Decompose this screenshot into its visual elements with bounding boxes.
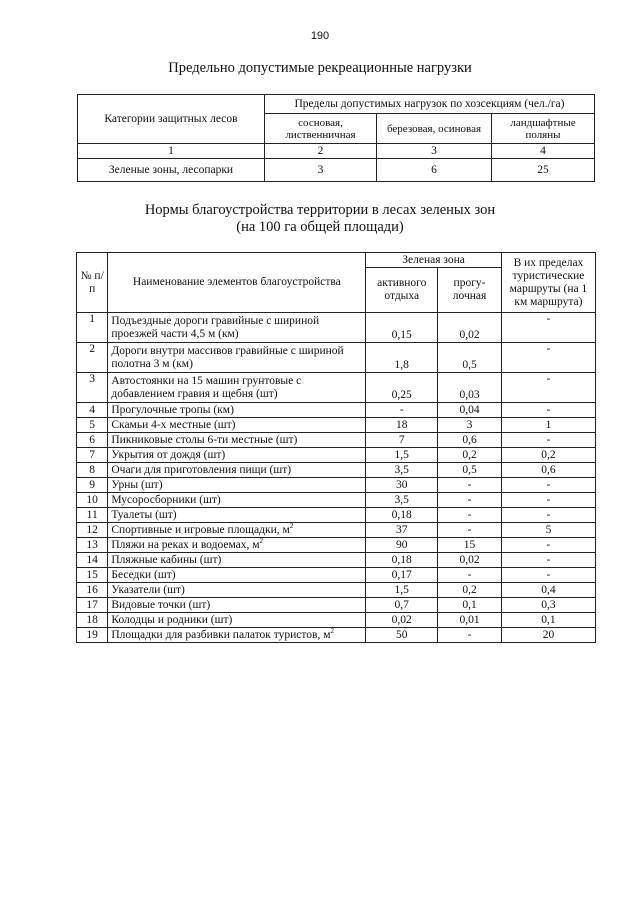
- table-row: [77, 463, 596, 478]
- cell-walk: -: [438, 508, 502, 523]
- table-row: [77, 433, 596, 448]
- title-recreational-loads: Предельно допустимые рекреационные нагрузки: [168, 60, 472, 76]
- element-name: Очаги для приготовления пищи (шт): [111, 463, 292, 476]
- table-row: [77, 403, 596, 418]
- cell-no: 17: [77, 598, 108, 613]
- cell-no: 4: [77, 403, 108, 418]
- header-category: Категории защитных лесов: [78, 95, 265, 144]
- cell-name: [108, 313, 366, 343]
- cell-tour: 0,3: [501, 598, 595, 613]
- element-name: Прогулочные тропы (км): [111, 403, 234, 416]
- cell-no: 6: [77, 433, 108, 448]
- table-row: [77, 478, 596, 493]
- element-name: Скамьи 4-х местные (шт): [111, 418, 236, 431]
- element-name: Автостоянки на 15 машин грунтовые с добавлением гравия и щебня (шт): [111, 374, 302, 400]
- element-name: Укрытия от дождя (шт): [111, 448, 226, 461]
- cell-active: 50: [366, 628, 438, 643]
- cell-active: 0,18: [366, 553, 438, 568]
- cell-name: [108, 508, 366, 523]
- cell-tour: -: [501, 508, 595, 523]
- cell: 6: [377, 159, 492, 182]
- table-body: [77, 313, 596, 643]
- table-row: [77, 508, 596, 523]
- cell-active: 7: [366, 433, 438, 448]
- cell-name: [108, 448, 366, 463]
- cell-walk: 0,2: [438, 583, 502, 598]
- unit-superscript: 2: [330, 626, 334, 635]
- cell-active: 30: [366, 478, 438, 493]
- cell-tour: -: [501, 343, 595, 373]
- cell-tour: 5: [501, 523, 595, 538]
- cell-active: 0,7: [366, 598, 438, 613]
- cell: 3: [265, 159, 377, 182]
- cell-active: -: [366, 403, 438, 418]
- cell-name: [108, 463, 366, 478]
- header-pine-larch: сосновая, лиственничная: [265, 114, 377, 144]
- cell-walk: -: [438, 568, 502, 583]
- cell-tour: 0,1: [501, 613, 595, 628]
- element-name: Указатели (шт): [111, 583, 185, 596]
- cell-active: 18: [366, 418, 438, 433]
- cell-no: 11: [77, 508, 108, 523]
- cell-name: [108, 553, 366, 568]
- cell-tour: -: [501, 538, 595, 553]
- cell-tour: -: [501, 553, 595, 568]
- cell-tour: 0,2: [501, 448, 595, 463]
- cell-tour: 1: [501, 418, 595, 433]
- cell-walk: 0,2: [438, 448, 502, 463]
- cell-active: 0,02: [366, 613, 438, 628]
- cell-no: 19: [77, 628, 108, 643]
- element-name: Площадки для разбивки палаток туристов, м: [111, 628, 331, 641]
- cell-walk: 0,02: [438, 553, 502, 568]
- cell-active: 3,5: [366, 463, 438, 478]
- element-name: Спортивные и игровые площадки, м: [111, 523, 290, 536]
- cell-no: 3: [77, 373, 108, 403]
- table-row: [77, 313, 596, 343]
- cell-walk: -: [438, 478, 502, 493]
- table-row: [77, 568, 596, 583]
- element-name: Дороги внутри массивов гравийные с шириной полотна 3 м (км): [111, 344, 344, 370]
- table-row: [78, 144, 595, 159]
- cell-active: 0,15: [366, 313, 438, 343]
- header-limits: Пределы допустимых нагрузок по хозсекциям (чел./га): [265, 95, 595, 114]
- unit-superscript: 2: [289, 521, 294, 530]
- header-walking: прогу-лочная: [438, 268, 502, 313]
- cell-walk: 15: [438, 538, 502, 553]
- table-row: [77, 493, 596, 508]
- element-name: Колодцы и родники (шт): [111, 613, 233, 626]
- cell-no: 18: [77, 613, 108, 628]
- cell-active: 1,5: [366, 583, 438, 598]
- table-row: [77, 553, 596, 568]
- cell-name: [108, 523, 366, 538]
- table-row: [77, 448, 596, 463]
- cell-name: [108, 538, 366, 553]
- recreational-loads-table: [77, 94, 595, 182]
- cell-walk: -: [438, 493, 502, 508]
- title-line-1: Нормы благоустройства территории в лесах зеленых зон: [144, 202, 496, 218]
- cell: 2: [265, 144, 377, 159]
- cell-walk: 0,01: [438, 613, 502, 628]
- cell-tour: 0,4: [501, 583, 595, 598]
- header-active-recreation: активного отдыха: [366, 268, 438, 313]
- title-line-2: (на 100 га общей площади): [236, 219, 404, 235]
- cell-no: 10: [77, 493, 108, 508]
- cell-no: 13: [77, 538, 108, 553]
- cell-tour: -: [501, 433, 595, 448]
- cell-active: 3,5: [366, 493, 438, 508]
- cell-name: [108, 628, 366, 643]
- table-row: [77, 418, 596, 433]
- cell-walk: 0,6: [438, 433, 502, 448]
- cell-no: 8: [77, 463, 108, 478]
- unit-superscript: 2: [259, 536, 264, 545]
- cell-walk: 0,02: [438, 313, 502, 343]
- header-number: № п/п: [77, 253, 108, 313]
- cell-walk: 0,5: [438, 463, 502, 478]
- table-row: [77, 523, 596, 538]
- table-row: [77, 598, 596, 613]
- cell: 1: [78, 144, 265, 159]
- cell-name: [108, 418, 366, 433]
- element-name: Мусоросборники (шт): [111, 493, 221, 506]
- cell-walk: -: [438, 628, 502, 643]
- element-name: Пляжи на реках и водоемах, м: [111, 538, 260, 551]
- cell-active: 0,17: [366, 568, 438, 583]
- table-row: [77, 538, 596, 553]
- page-number: 190: [310, 30, 330, 42]
- cell-tour: -: [501, 313, 595, 343]
- cell-name: [108, 373, 366, 403]
- cell-no: 1: [77, 313, 108, 343]
- cell-walk: 0,03: [438, 373, 502, 403]
- element-name: Урны (шт): [111, 478, 163, 491]
- table-row: [77, 613, 596, 628]
- cell: Зеленые зоны, лесопарки: [78, 159, 265, 182]
- cell-active: 90: [366, 538, 438, 553]
- element-name: Туалеты (шт): [111, 508, 177, 521]
- cell-no: 12: [77, 523, 108, 538]
- cell: 4: [492, 144, 595, 159]
- cell-no: 2: [77, 343, 108, 373]
- cell-name: [108, 478, 366, 493]
- cell-walk: 0,5: [438, 343, 502, 373]
- title-improvement-norms: [0, 202, 640, 236]
- cell-no: 14: [77, 553, 108, 568]
- cell-name: [108, 613, 366, 628]
- cell-walk: 3: [438, 418, 502, 433]
- cell-tour: -: [501, 478, 595, 493]
- cell-name: [108, 493, 366, 508]
- cell-name: [108, 598, 366, 613]
- table-row: [77, 628, 596, 643]
- cell-name: [108, 568, 366, 583]
- table-row: [78, 159, 595, 182]
- cell-name: [108, 433, 366, 448]
- cell-name: [108, 583, 366, 598]
- header-tourist-routes: В их пределах туристические маршруты (на 1 км маршрута): [501, 253, 595, 313]
- table-row: [77, 343, 596, 373]
- cell: 25: [492, 159, 595, 182]
- cell-no: 16: [77, 583, 108, 598]
- cell: 3: [377, 144, 492, 159]
- header-landscape-glades: ландшафтные поляны: [492, 114, 595, 144]
- element-name: Подъездные дороги гравийные с шириной проезжей части 4,5 м (км): [111, 314, 320, 340]
- header-birch-aspen: березовая, осиновая: [377, 114, 492, 144]
- cell-active: 1,5: [366, 448, 438, 463]
- cell-no: 15: [77, 568, 108, 583]
- cell-no: 9: [77, 478, 108, 493]
- header-green-zone: Зеленая зона: [366, 253, 502, 268]
- cell-tour: -: [501, 403, 595, 418]
- cell-active: 0,18: [366, 508, 438, 523]
- cell-active: 1,8: [366, 343, 438, 373]
- cell-active: 0,25: [366, 373, 438, 403]
- cell-name: [108, 403, 366, 418]
- header-element-name: Наименование элементов благоустройства: [108, 253, 366, 313]
- cell-name: [108, 343, 366, 373]
- cell-walk: 0,04: [438, 403, 502, 418]
- improvement-norms-table: [76, 252, 596, 643]
- table-row: [77, 583, 596, 598]
- cell-tour: 20: [501, 628, 595, 643]
- cell-tour: -: [501, 373, 595, 403]
- table-row: [77, 373, 596, 403]
- element-name: Пляжные кабины (шт): [111, 553, 222, 566]
- cell-no: 5: [77, 418, 108, 433]
- cell-active: 37: [366, 523, 438, 538]
- element-name: Беседки (шт): [111, 568, 176, 581]
- cell-no: 7: [77, 448, 108, 463]
- cell-walk: 0,1: [438, 598, 502, 613]
- cell-tour: -: [501, 568, 595, 583]
- cell-tour: -: [501, 493, 595, 508]
- element-name: Пикниковые столы 6-ти местные (шт): [111, 433, 298, 446]
- cell-tour: 0,6: [501, 463, 595, 478]
- element-name: Видовые точки (шт): [111, 598, 211, 611]
- cell-walk: -: [438, 523, 502, 538]
